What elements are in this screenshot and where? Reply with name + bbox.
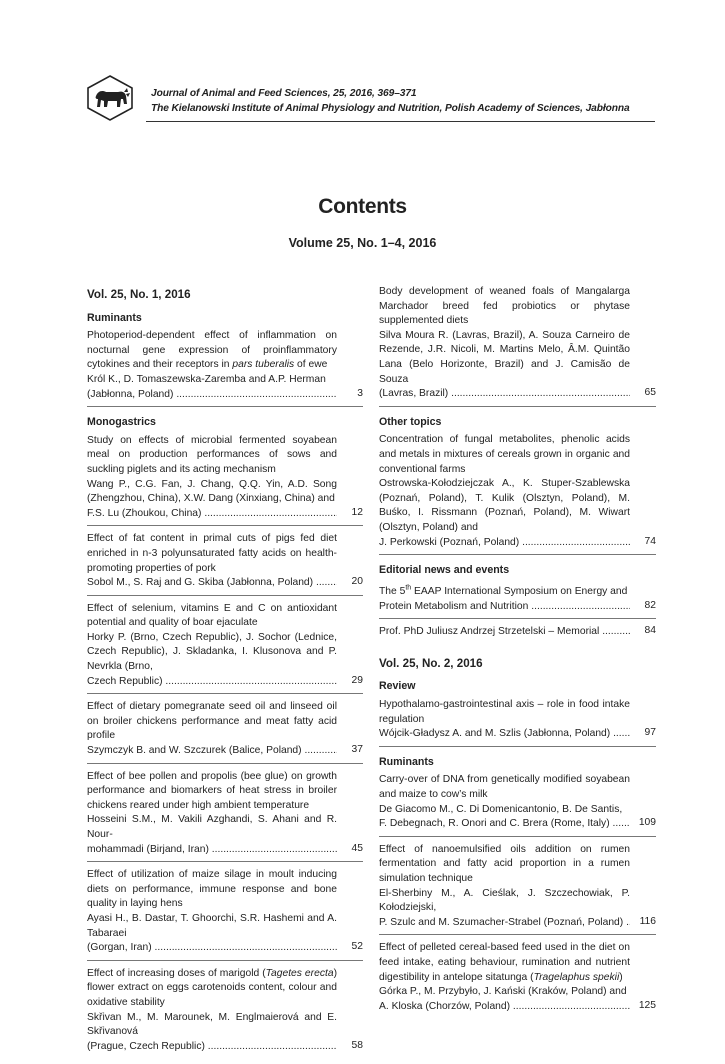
entry-authors-tail: (Lavras, Brazil) .....: [379, 387, 630, 402]
toc-entry[interactable]: [87, 329, 363, 407]
entry-title: Prof. PhD Juliusz Andrzej Strzetelski – Memorial .....: [379, 625, 630, 640]
entry-title: Concentration of fungal metabolites, phenolic acids and metals in mixtures of cereals grown in organic and conventional farms: [379, 434, 630, 475]
entry-authors: Górka P., M. Przybyło, J. Kański (Kraków, Poland) and: [379, 986, 627, 998]
entry-page[interactable]: 97: [644, 727, 656, 739]
entry-title: Study on effects of microbial fermented soyabean meal on production performances of sows and suckling piglets and its acting mechanism: [87, 434, 337, 475]
entry-page[interactable]: 20: [351, 576, 363, 588]
entry-title: Photoperiod-dependent effect of inflammation on nocturnal gene expression of proinflammatory cytokines and their receptors in pars tuberalis of ewe: [87, 330, 337, 371]
entry-title: Effect of nanoemulsified oils addition on rumen fermentation and fatty acid proportion in a rumen simulation technique: [379, 843, 630, 885]
entry-authors-tail: F. Debegnach, R. Onori and C. Brera (Rome, Italy) .....: [379, 817, 630, 832]
entry-title: Effect of selenium, vitamins E and C on antioxidant potential and quality of boar ejaculate: [87, 602, 337, 629]
entry-authors-tail: Protein Metabolism and Nutrition .....: [379, 600, 630, 615]
entry-page[interactable]: 65: [644, 387, 656, 399]
entry-page[interactable]: 3: [357, 387, 363, 399]
entry-authors-tail: F.S. Lu (Zhoukou, China) .....: [87, 507, 337, 522]
entry-title: Body development of weaned foals of Mangalarga Marchador breed fed probiotics or phytase supplemented diets: [379, 286, 630, 327]
entry-authors-tail: Szymczyk B. and W. Szczurek (Balice, Poland) .....: [87, 744, 337, 759]
toc-entry[interactable]: [379, 843, 656, 936]
entry-page[interactable]: 45: [351, 842, 363, 854]
entry-title: Effect of pelleted cereal-based feed used in the diet on feed intake, eating behaviour, rumination and nutrient digestibility in antelope sitatunga (Tragelaphus spekii): [379, 942, 630, 983]
toc-entry[interactable]: [379, 773, 656, 836]
section-heading: Review: [379, 680, 416, 693]
entry-page[interactable]: 52: [351, 941, 363, 953]
toc-entry[interactable]: [379, 285, 656, 407]
entry-title: Effect of bee pollen and propolis (bee glue) on growth performance and biomarkers of heat stress in broiler chickens reared under high ambient temperature: [87, 770, 337, 811]
entry-authors-tail: (Gorgan, Iran) .....: [87, 941, 337, 956]
toc-entry[interactable]: [379, 941, 656, 1018]
section-heading: Other topics: [379, 415, 442, 428]
toc-entry[interactable]: [379, 698, 656, 747]
toc-entry[interactable]: [87, 602, 363, 695]
header-rule: [146, 121, 655, 122]
entry-page[interactable]: 84: [644, 625, 656, 637]
entry-page[interactable]: 58: [351, 1039, 363, 1051]
right-column: [379, 285, 656, 1024]
entry-authors-tail: A. Kloska (Chorzów, Poland) .....: [379, 1000, 630, 1015]
entry-title: The 5th EAAP International Symposium on Energy and: [379, 584, 628, 598]
entry-page[interactable]: 74: [644, 535, 656, 547]
entry-page[interactable]: 29: [351, 674, 363, 686]
toc-entry[interactable]: [87, 434, 363, 527]
entry-title: Effect of fat content in primal cuts of pigs fed diet enriched in n-3 polyunsaturated fatty acids on health-promoting properties of pork: [87, 533, 337, 574]
left-column: [87, 285, 363, 1064]
entry-authors-tail: (Prague, Czech Republic) .....: [87, 1040, 337, 1055]
bull-logo: [86, 74, 134, 122]
entry-authors: De Giacomo M., C. Di Domenicantonio, B. De Santis,: [379, 803, 623, 815]
journal-line: Journal of Animal and Feed Sciences, 25, 2016, 369–371: [151, 88, 417, 99]
entry-authors-tail: Wójcik-Gładysz A. and M. Szlis (Jabłonna, Poland) .....: [379, 727, 630, 742]
entry-title: Carry-over of DNA from genetically modified soyabean and maize to cow’s milk: [379, 774, 630, 801]
entry-page[interactable]: 12: [351, 506, 363, 518]
entry-page[interactable]: 125: [638, 999, 656, 1011]
section-heading: Ruminants: [379, 755, 434, 768]
section-heading: Ruminants: [87, 311, 142, 324]
entry-authors: Ostrowska-Kołodziejczak A., K. Stuper-Szablewska (Poznań, Poland), T. Kulik (Olsztyn, Poland), M. Buśko, I. Rissmann (Poznań, Poland), M. Wiwart (Olsztyn, Poland) and: [379, 478, 630, 533]
entry-page[interactable]: 109: [638, 817, 656, 829]
toc-entry[interactable]: [379, 433, 656, 555]
toc-entry[interactable]: [379, 582, 656, 620]
entry-title: Hypothalamo-gastrointestinal axis – role in food intake regulation: [379, 699, 630, 725]
entry-authors: El-Sherbiny M., A. Cieślak, J. Szczechowiak, P. Kołodziejski,: [379, 887, 630, 914]
entry-authors: Hosseini S.M., M. Vakili Azghandi, S. Ahani and R. Nour-: [87, 814, 337, 840]
entry-authors: Ayasi H., B. Dastar, T. Ghoorchi, S.R. Hashemi and A. Tabaraei: [87, 912, 337, 939]
entry-authors: Horky P. (Brno, Czech Republic), J. Sochor (Lednice, Czech Republic), J. Skladanka, I. Klusonova and P. Nevrkla (Brno,: [87, 631, 337, 673]
volume-subtitle: Volume 25, No. 1–4, 2016: [288, 236, 437, 250]
toc-entry[interactable]: [87, 967, 363, 1059]
entry-authors-tail: Sobol M., S. Raj and G. Skiba (Jabłonna, Poland) .....: [87, 576, 337, 591]
institute-line: The Kielanowski Institute of Animal Physiology and Nutrition, Polish Academy of Sciences, Jabłonna: [151, 103, 630, 114]
entry-authors: Skřivan M., M. Marounek, M. Englmaierová and E. Skřivanová: [87, 1011, 337, 1038]
toc-entry[interactable]: [87, 868, 363, 961]
entry-authors-tail: (Jabłonna, Poland) .....: [87, 388, 337, 403]
entry-title: Effect of increasing doses of marigold (Tagetes erecta) flower extract on eggs carotenoids content, colour and oxidative stability: [87, 967, 337, 1008]
toc-entry[interactable]: [87, 770, 363, 863]
entry-authors: Król K., D. Tomaszewska-Zaremba and A.P. Herman: [87, 373, 326, 385]
page-title: Contents: [318, 195, 407, 218]
entry-authors-tail: mohammadi (Birjand, Iran) .....: [87, 843, 337, 858]
volume-heading: Vol. 25, No. 1, 2016: [87, 288, 191, 301]
entry-page[interactable]: 116: [639, 915, 656, 927]
volume-heading: Vol. 25, No. 2, 2016: [379, 656, 483, 670]
entry-title: Effect of dietary pomegranate seed oil and linseed oil on broiler chickens performance and meat fatty acid profile: [87, 701, 337, 742]
entry-authors-tail: P. Szulc and M. Szumacher-Strabel (Poznań, Poland) .....: [379, 916, 630, 931]
entry-authors: Silva Moura R. (Lavras, Brazil), A. Souza Carneiro de Rezende, J.R. Nicoli, M. Martins Melo, Â.M. Quintão Lana (Belo Horizonte, Brazil) and J. Camisão de Souza: [379, 329, 630, 385]
toc-entry[interactable]: [87, 700, 363, 763]
toc-entry[interactable]: [87, 532, 363, 595]
entry-authors-tail: J. Perkowski (Poznań, Poland) .....: [379, 536, 630, 551]
entry-page[interactable]: 37: [351, 744, 363, 756]
entry-authors: Wang P., C.G. Fan, J. Chang, Q.Q. Yin, A.D. Song (Zhengzhou, China), X.W. Dang (Xinxiang, China) and: [87, 478, 337, 505]
section-heading: Monogastrics: [87, 416, 156, 429]
section-heading: Editorial news and events: [379, 564, 510, 577]
entry-page[interactable]: 82: [644, 599, 656, 611]
entry-title: Effect of utilization of maize silage in moult inducing diets on performance, immune response and bone quality in laying hens: [87, 869, 337, 910]
entry-authors-tail: Czech Republic) .....: [87, 675, 337, 690]
toc-entry[interactable]: [379, 625, 656, 644]
